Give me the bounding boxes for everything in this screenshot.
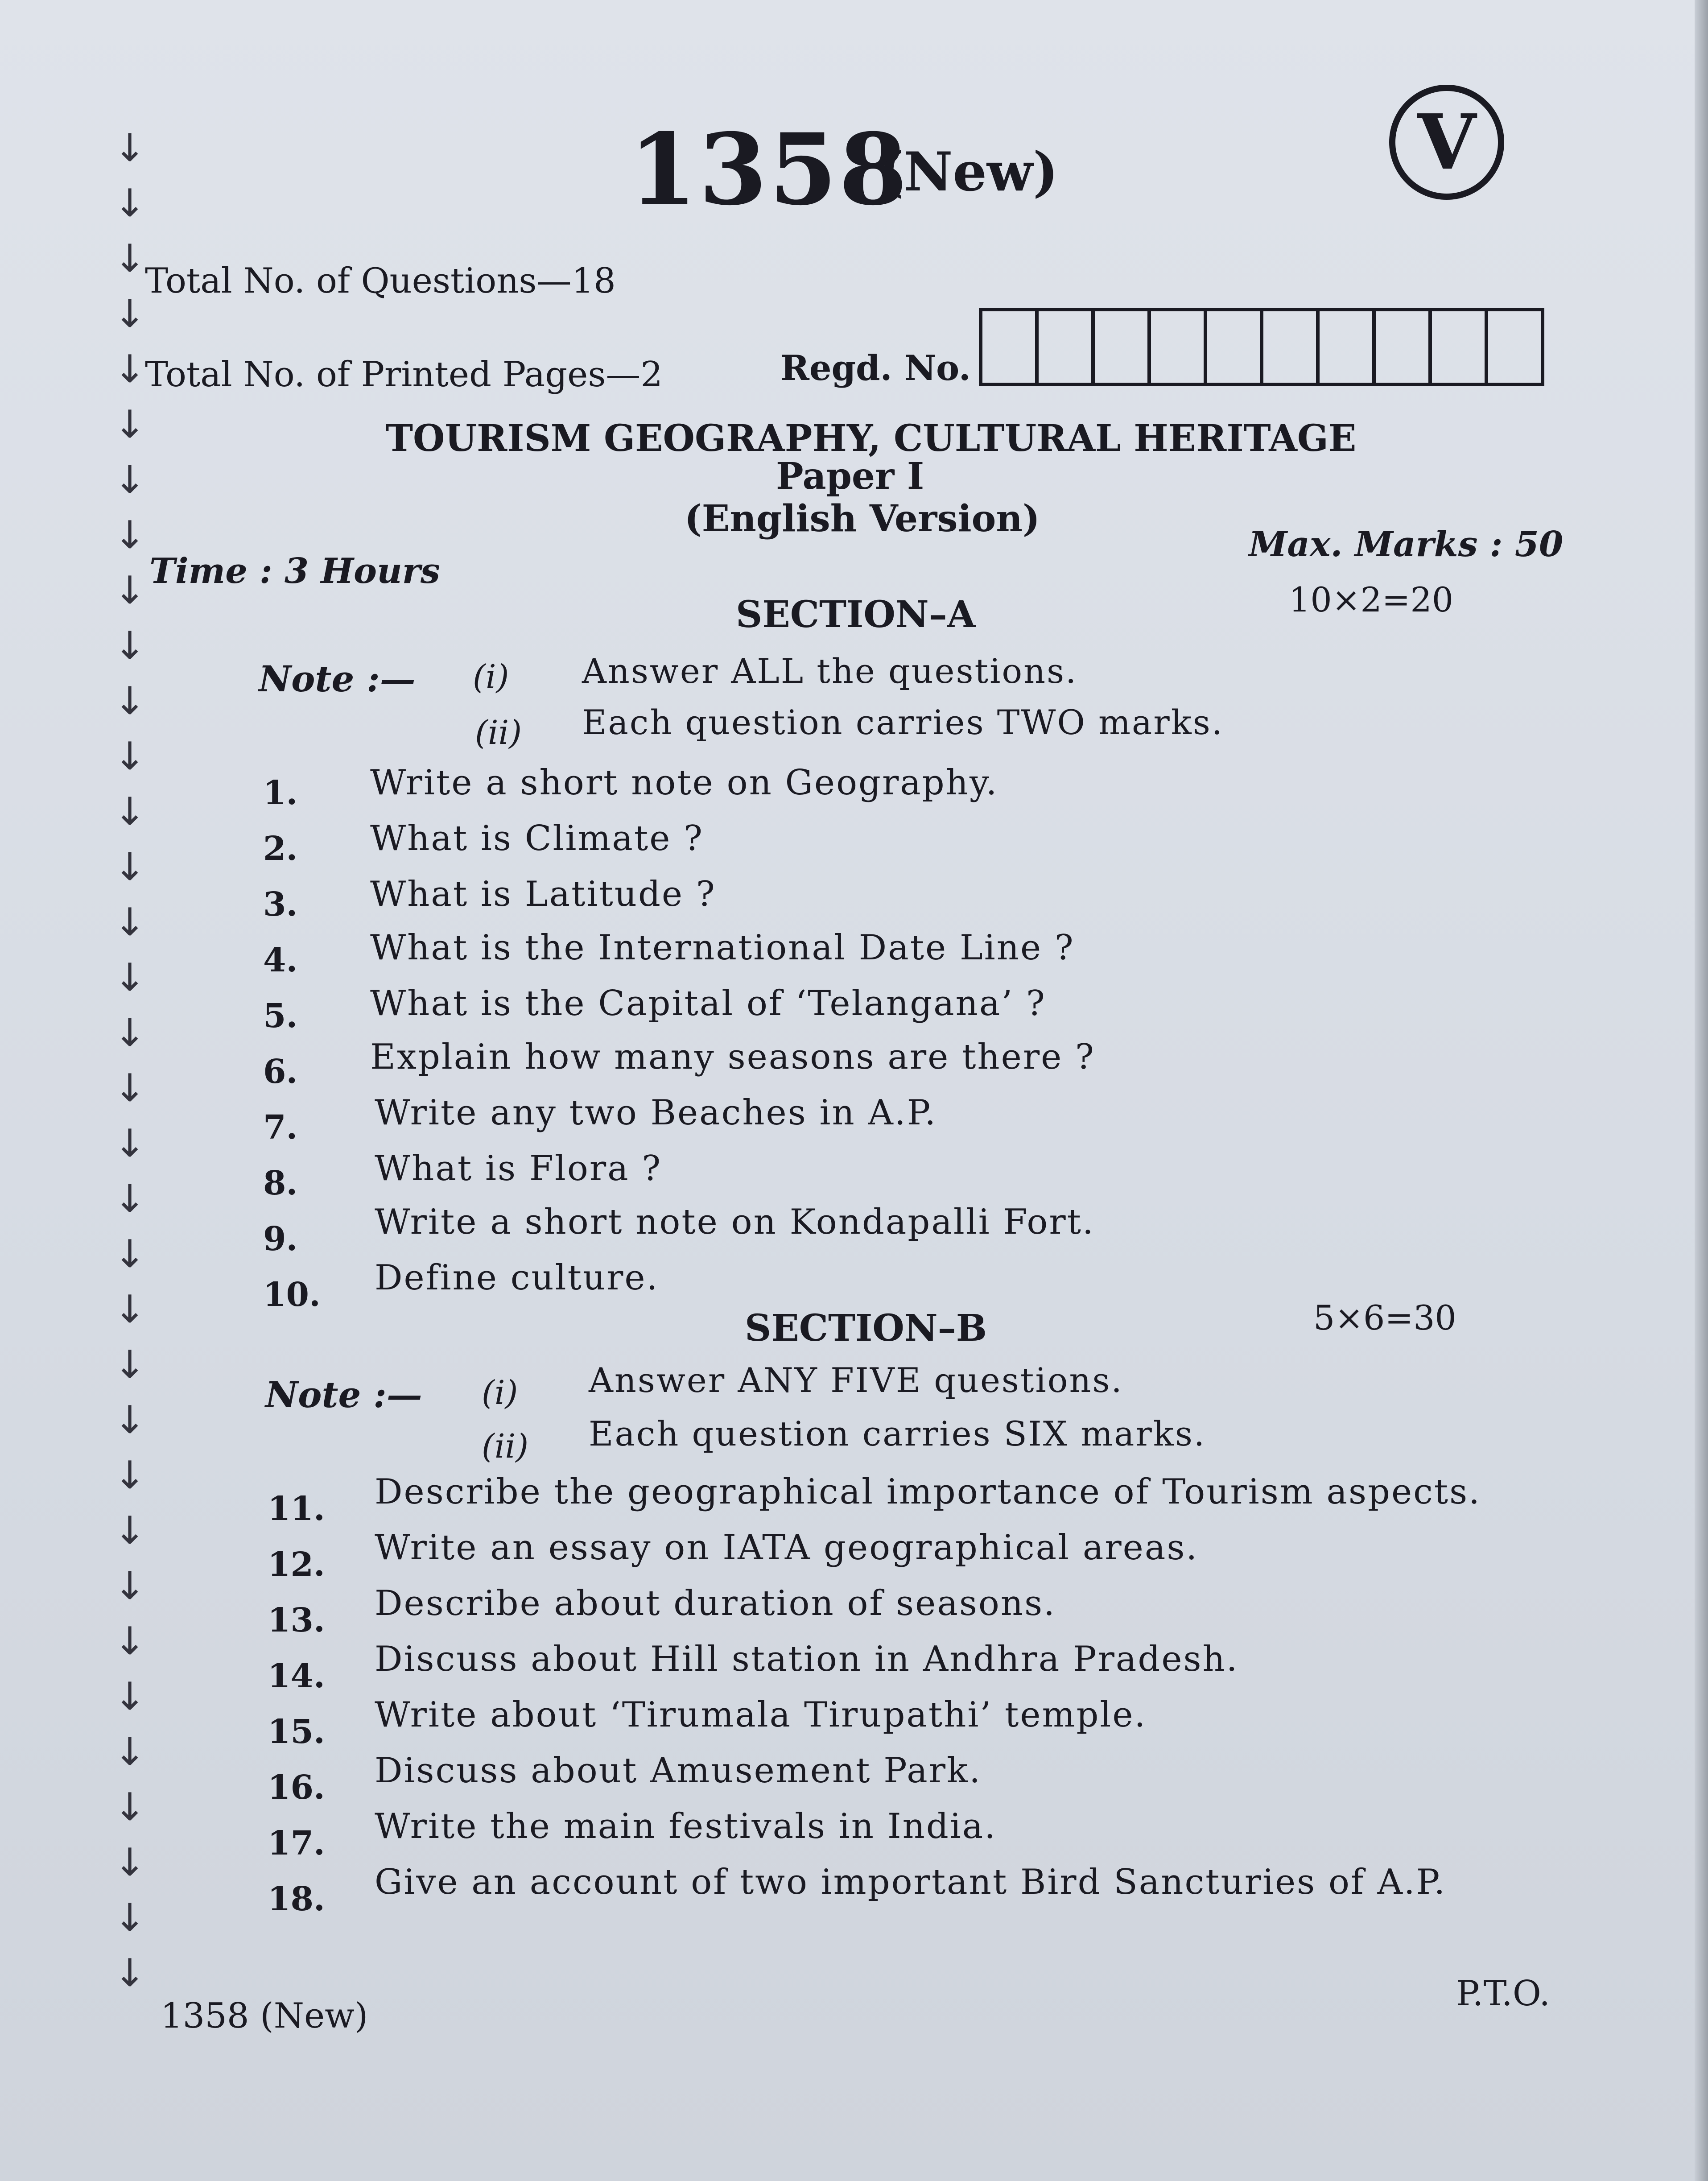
- regd-digit-box[interactable]: [1432, 311, 1488, 383]
- question-text: Write an essay on IATA geographical areas.: [375, 1528, 1199, 1568]
- question-number: 8.: [263, 1164, 298, 1202]
- page-edge: [1695, 0, 1708, 2181]
- regd-digit-box[interactable]: [1095, 311, 1151, 383]
- footer-paper-code: 1358 (New): [161, 1996, 368, 2036]
- question-text: What is Climate ?: [370, 818, 704, 859]
- regd-digit-box[interactable]: [1488, 311, 1541, 383]
- regd-digit-box[interactable]: [1039, 311, 1095, 383]
- time-limit: Time : 3 Hours: [149, 551, 440, 591]
- question-text: Write the main festivals in India.: [375, 1806, 997, 1846]
- question-text: Explain how many seasons are there ?: [370, 1037, 1095, 1077]
- footer-pto: P.T.O.: [1456, 1974, 1550, 2014]
- question-text: Discuss about Amusement Park.: [375, 1751, 982, 1791]
- regd-digit-box[interactable]: [1320, 311, 1376, 383]
- question-number: 18.: [268, 1880, 325, 1918]
- section-b-note-num: (i): [482, 1374, 518, 1412]
- question-number: 3.: [263, 885, 298, 924]
- question-text: Write about ‘Tirumala Tirupathi’ temple.: [375, 1695, 1147, 1735]
- printed-pages: Total No. of Printed Pages—2: [145, 355, 663, 395]
- question-text: What is Flora ?: [375, 1148, 662, 1189]
- section-a-note-text: Answer ALL the questions.: [582, 651, 1078, 691]
- subject-title: TOURISM GEOGRAPHY, CULTURAL HERITAGE: [386, 417, 1357, 460]
- question-number: 11.: [268, 1490, 325, 1528]
- section-a-title: SECTION–A: [736, 593, 976, 636]
- question-number: 14.: [268, 1657, 325, 1695]
- question-number: 12.: [268, 1545, 325, 1584]
- question-number: 9.: [263, 1220, 298, 1258]
- regd-digit-box[interactable]: [1376, 311, 1432, 383]
- regd-number-boxes[interactable]: [979, 308, 1544, 386]
- regd-digit-box[interactable]: [1151, 311, 1207, 383]
- section-a-note-label: Note :—: [259, 658, 416, 700]
- question-text: Describe the geographical importance of Tourism aspects.: [375, 1472, 1481, 1512]
- section-b-marks: 5×6=30: [1313, 1298, 1456, 1338]
- regd-digit-box[interactable]: [1207, 311, 1263, 383]
- question-text: Give an account of two important Bird Sancturies of A.P.: [375, 1862, 1447, 1902]
- regd-label: Regd. No.: [780, 348, 971, 388]
- section-a-note-text: Each question carries TWO marks.: [582, 702, 1224, 742]
- paper-code: 1358: [629, 112, 909, 227]
- paper-number: Paper I: [776, 455, 924, 498]
- paper-code-suffix: (New): [879, 140, 1058, 203]
- section-b-note-label: Note :—: [265, 1374, 422, 1416]
- section-a-note-num: (i): [473, 658, 509, 696]
- section-b-title: SECTION–B: [745, 1307, 987, 1350]
- question-text: Write a short note on Kondapalli Fort.: [375, 1202, 1095, 1242]
- max-marks: Max. Marks : 50: [1249, 524, 1564, 565]
- question-text: What is the Capital of ‘Telangana’ ?: [370, 983, 1046, 1024]
- question-number: 13.: [268, 1601, 325, 1640]
- question-number: 2.: [263, 830, 298, 868]
- section-b-note-text: Answer ANY FIVE questions.: [589, 1360, 1123, 1400]
- question-number: 7.: [263, 1108, 298, 1147]
- regd-digit-box[interactable]: [982, 311, 1039, 383]
- question-text: Describe about duration of seasons.: [375, 1583, 1056, 1623]
- version-badge: V: [1389, 85, 1504, 200]
- question-number: 10.: [263, 1276, 321, 1314]
- question-text: Define culture.: [375, 1258, 659, 1298]
- question-text: Discuss about Hill station in Andhra Pradesh.: [375, 1639, 1239, 1679]
- question-number: 16.: [268, 1768, 325, 1807]
- margin-arrows: ↓ ↓ ↓ ↓ ↓ ↓ ↓ ↓ ↓ ↓ ↓ ↓ ↓ ↓ ↓ ↓ ↓ ↓ ↓ ↓ ↓ ↓ ↓ ↓ ↓ ↓ ↓ ↓ ↓ ↓ ↓ ↓ ↓ ↓: [114, 126, 146, 1995]
- question-number: 5.: [263, 997, 298, 1035]
- question-number: 17.: [268, 1824, 325, 1863]
- total-questions: Total No. of Questions—18: [145, 261, 616, 301]
- question-text: What is the International Date Line ?: [370, 928, 1075, 968]
- question-number: 6.: [263, 1053, 298, 1091]
- language-version: (English Version): [685, 497, 1040, 540]
- question-text: Write any two Beaches in A.P.: [375, 1093, 937, 1133]
- regd-digit-box[interactable]: [1263, 311, 1320, 383]
- question-number: 15.: [268, 1713, 325, 1751]
- section-a-note-num: (ii): [475, 714, 522, 752]
- section-a-marks: 10×2=20: [1289, 580, 1454, 620]
- question-text: Write a short note on Geography.: [370, 763, 998, 803]
- section-b-note-text: Each question carries SIX marks.: [589, 1414, 1206, 1454]
- section-b-note-num: (ii): [482, 1427, 529, 1466]
- question-number: 4.: [263, 941, 298, 979]
- question-number: 1.: [263, 774, 298, 812]
- question-text: What is Latitude ?: [370, 874, 716, 914]
